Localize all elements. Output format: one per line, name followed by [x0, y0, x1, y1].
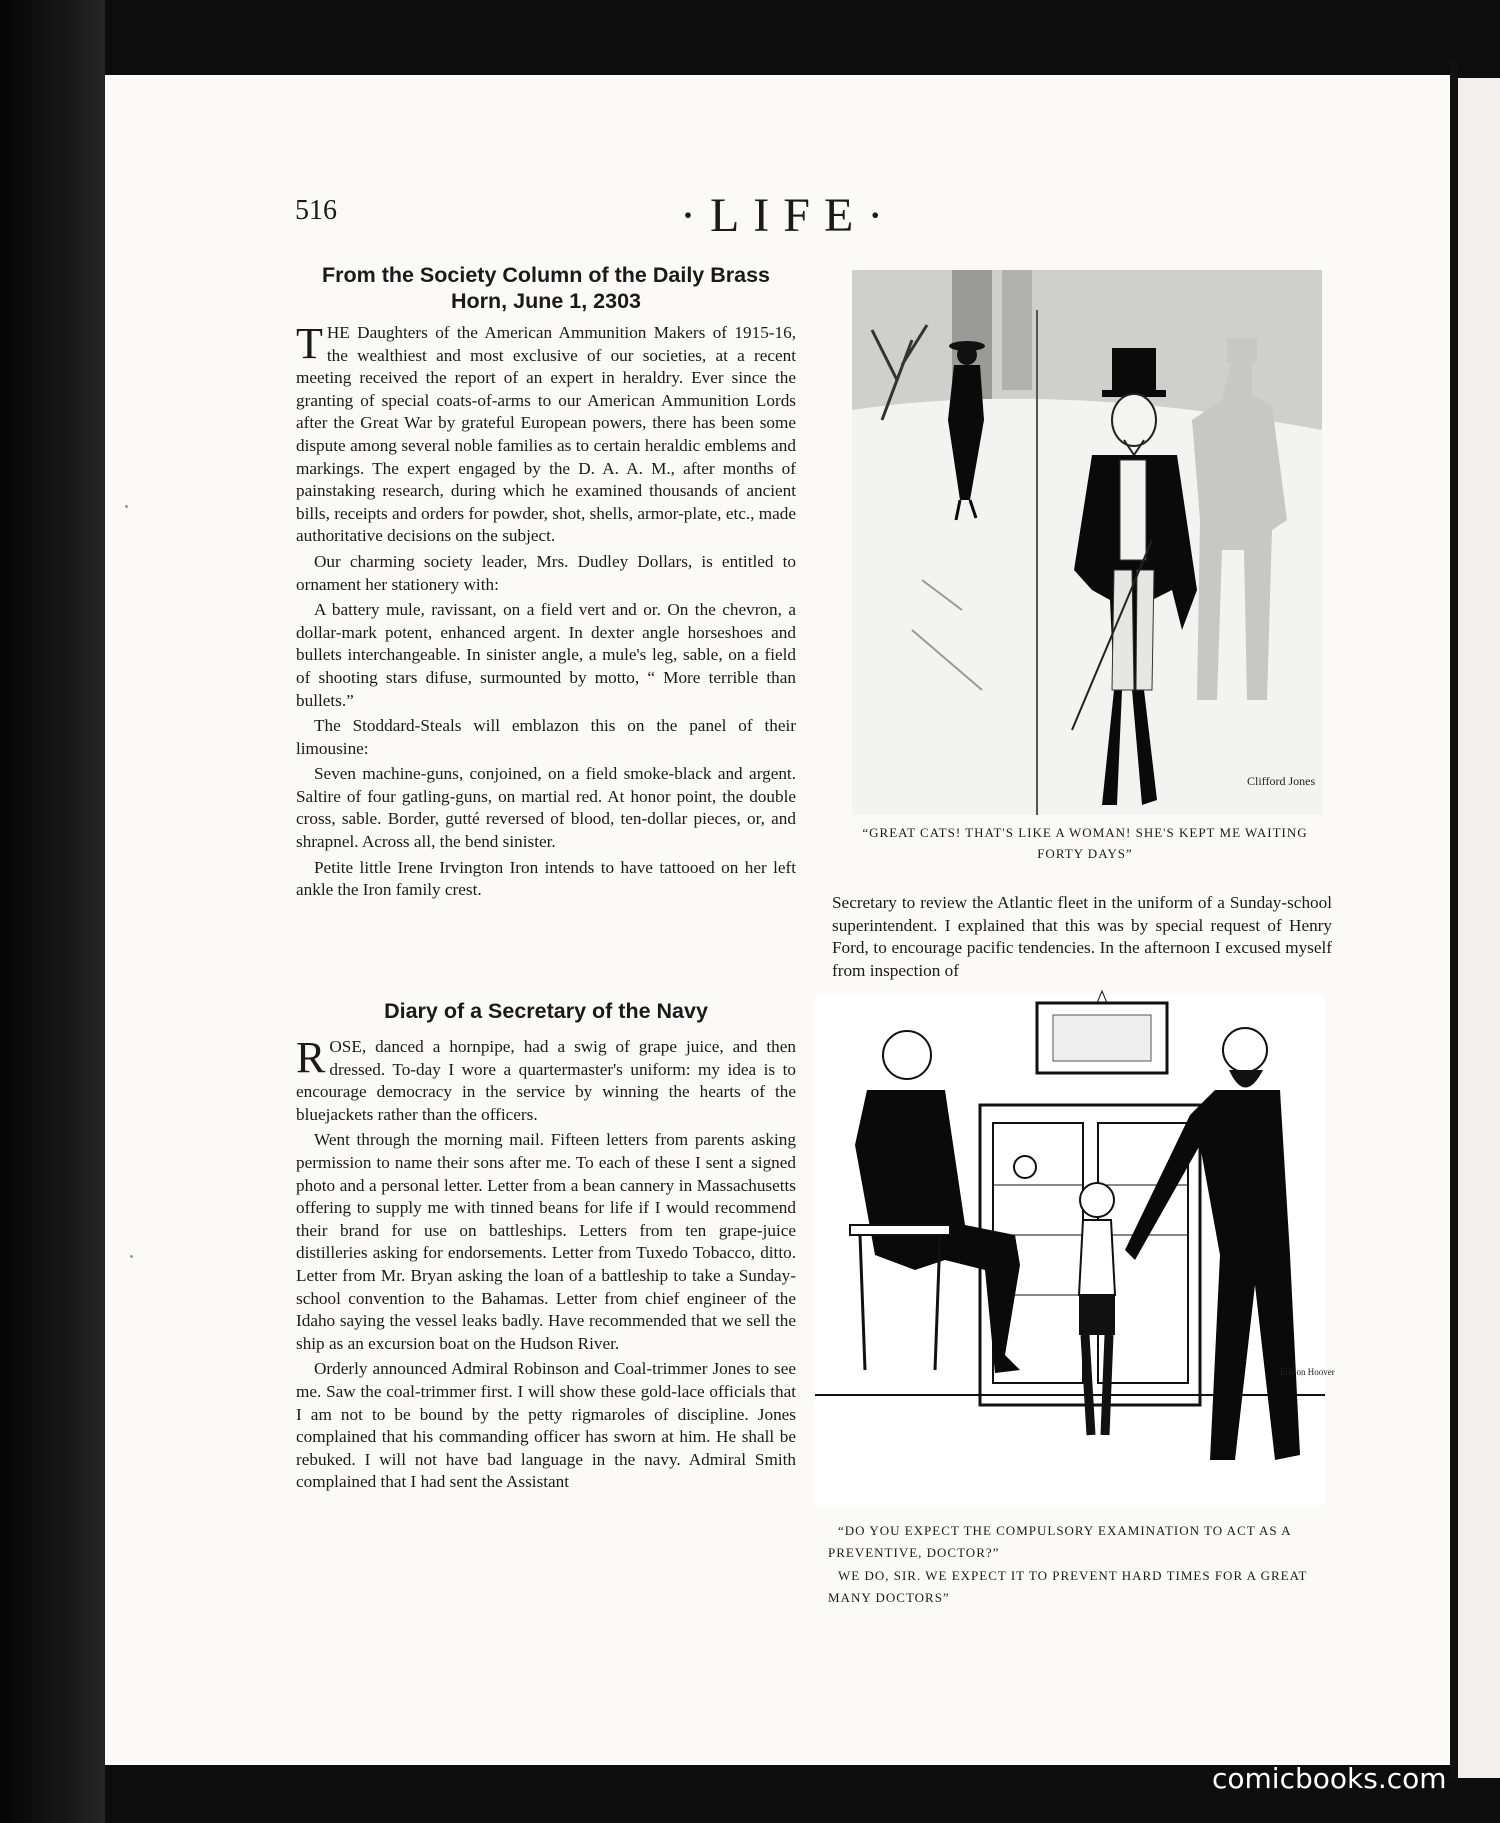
article-paragraph: THE Daughters of the American Ammunition Makers of 1915-16, the wealthiest and most exclusive of our societies, at a recent meeting received the report of an expert in heraldry. Ever since the granting of special coats-of-arms to our American Ammunition Lords after the Great War by grateful European powers, there has been some dispute among several noble families as to certain heraldic emblems and markings. The expert engaged by the D. A. A. M., after months of painstaking research, during which he examined thousands of ancient bills, receipts and orders for powder, shot, shells, armor-plate, etc., made authoritative decisions on the subject.	[296, 319, 796, 546]
article-paragraph: Petite little Irene Irvington Iron intends to have tattooed on her left ankle the Iron family crest.	[296, 857, 796, 900]
next-page-edge	[1458, 78, 1500, 1778]
article-paragraph: A battery mule, ravissant, on a field vert and or. On the chevron, a dollar-mark potent, enhanced argent. In dexter angle horseshoes and bullets interchangeable. In sinister angle, a mule's leg, sable, on a field of shooting stars difuse, surmounted by motto, “ More terrible than bullets.”	[296, 600, 796, 710]
article-paragraph: Secretary to review the Atlantic fleet in the uniform of a Sunday-school superintendent. I explained that this was by special request of Henry Ford, to encourage pacific tendencies. In the afternoon I excused myself from inspection of	[832, 893, 1332, 980]
article-paragraph: ROSE, danced a hornpipe, had a swig of grape juice, and then dressed. To-day I wore a quartermaster's uniform: my idea is to encourage democracy in the service by winning the hearts of the bluejackets rather than the officers.	[296, 1033, 796, 1124]
watermark: comicbooks.com	[1212, 1762, 1447, 1795]
artist-signature: Ellison Hoover	[1280, 1367, 1335, 1377]
cartoon-top-hat-gentleman	[852, 270, 1322, 815]
article-society-column	[296, 262, 796, 902]
article-paragraph: The Stoddard-Steals will emblazon this on the panel of their limousine:	[296, 716, 796, 758]
article-paragraph: Seven machine-guns, conjoined, on a field smoke-black and argent. Saltire of four gatling-guns, on martial red. At honor point, the double cross, sable. Border, gutté reversed of blood, ten-dollar pieces, or, and shrapnel. Across all, the bend sinister.	[296, 764, 796, 852]
drop-cap: R	[296, 1033, 326, 1082]
article-navy-diary	[296, 998, 796, 1494]
scan-edge-right	[1450, 60, 1458, 1780]
masthead: ·LIFE·	[680, 189, 898, 242]
article-title: From the Society Column of the Daily Brass Horn, June 1, 2303	[321, 263, 770, 313]
cartoon-illustration	[852, 270, 1322, 815]
cartoon-caption: “GREAT CATS! THAT'S LIKE A WOMAN! SHE'S KEPT ME WAITING FORTY DAYS”	[862, 825, 1308, 861]
article-paragraph: Went through the morning mail. Fifteen letters from parents asking permission to name their sons after me. To each of these I sent a signed photo and a personal letter. Letter from a bean cannery in Massachusetts offering to supply me with tinned beans for life if I would recommend their brand for use on battleships. Letters from ten grape-juice distilleries asking for endorsements. Letter from Tuxedo Tobacco, ditto. Letter from Mr. Bryan asking the loan of a battleship to take a Sunday-school convention to the Bahamas. Letter from chief engineer of the Idaho saying the vessel leaks badly. Have recommended that we sell the ship as an excursion boat on the Hudson River.	[296, 1130, 796, 1353]
article-title: Diary of a Secretary of the Navy	[384, 999, 708, 1023]
cartoon-caption-question: “DO YOU EXPECT THE COMPULSORY EXAMINATION TO ACT AS A PREVENTIVE, DOCTOR?”	[828, 1523, 1291, 1560]
article-paragraph: Our charming society leader, Mrs. Dudley Dollars, is entitled to ornament her stationery with:	[296, 551, 796, 594]
cartoon-caption-answer: WE DO, SIR. WE EXPECT IT TO PREVENT HARD TIMES FOR A GREAT MANY DOCTORS”	[828, 1568, 1308, 1605]
cartoon-illustration	[815, 995, 1335, 1505]
drop-cap: T	[296, 319, 323, 368]
article-paragraph: Orderly announced Admiral Robinson and Coal-trimmer Jones to see me. Saw the coal-trimmer first. I will show these gold-lace officials that I am not to be bound by the petty rigmaroles of discipline. Jones complained that his commanding officer has sworn at him. He shall be rebuked. I will not have bad language in the navy. Admiral Smith complained that I had sent the Assistant	[296, 1359, 796, 1492]
article-navy-diary-continued	[832, 892, 1332, 982]
cartoon-doctor-examination	[815, 995, 1335, 1505]
page-number: 516	[295, 195, 337, 226]
scan-edge-left	[0, 0, 105, 1823]
artist-signature: Clifford Jones	[1247, 774, 1316, 788]
